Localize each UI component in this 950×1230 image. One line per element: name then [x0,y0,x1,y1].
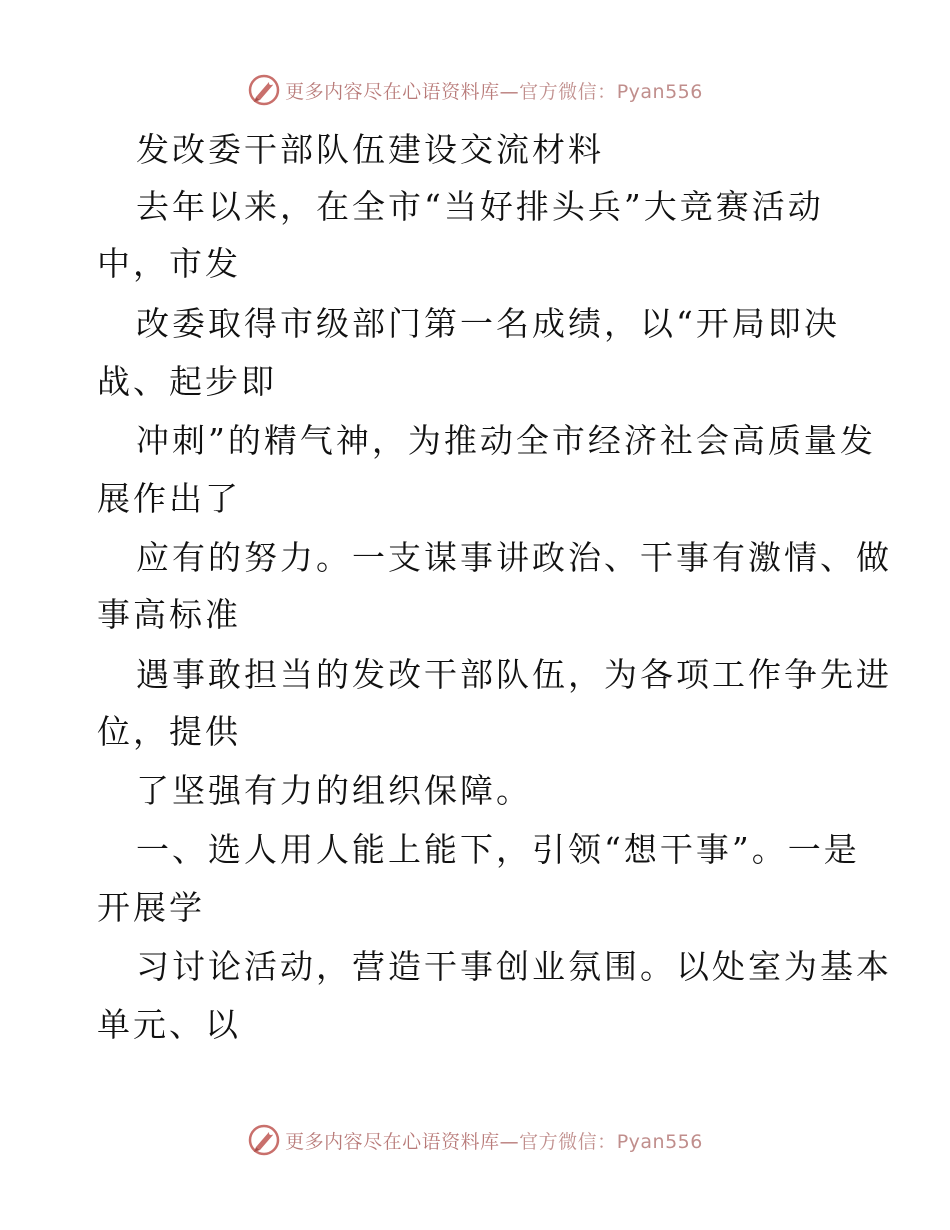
paragraph-line: 去年以来，在全市“当好排头兵”大竞赛活动 [136,187,824,226]
document-title: 发改委干部队伍建设交流材料 [136,130,604,169]
watermark-text: 更多内容尽在心语资料库—官方微信：Pyan556 [285,1130,703,1153]
paragraph-line: 改委取得市级部门第一名成绩，以“开局即决 [136,304,840,343]
footer-watermark [0,1120,950,1160]
paragraph-line: 单元、以 [97,1005,241,1044]
paragraph-line: 展作出了 [97,479,241,518]
paragraph-line: 冲刺”的精气神，为推动全市经济社会高质量发 [136,421,876,460]
paragraph-line: 开展学 [97,888,205,927]
paragraph-line: 了坚强有力的组织保障。 [136,771,532,810]
paragraph-line: 位，提供 [97,712,241,751]
paragraph-line: 习讨论活动，营造干事创业氛围。以处室为基本 [136,947,892,986]
pen-logo-icon [247,73,281,107]
paragraph-line: 应有的努力。一支谋事讲政治、干事有激情、做 [136,538,892,577]
paragraph-line: 事高标准 [97,595,241,634]
paragraph-line: 中，市发 [97,244,241,283]
header-watermark [0,70,950,110]
watermark-text: 更多内容尽在心语资料库—官方微信：Pyan556 [285,80,703,103]
paragraph-line: 遇事敢担当的发改干部队伍，为各项工作争先进 [136,655,892,694]
pen-logo-icon [247,1123,281,1157]
section-heading-line: 一、选人用人能上能下，引领“想干事”。一是 [136,830,860,869]
paragraph-line: 战、起步即 [97,362,277,401]
